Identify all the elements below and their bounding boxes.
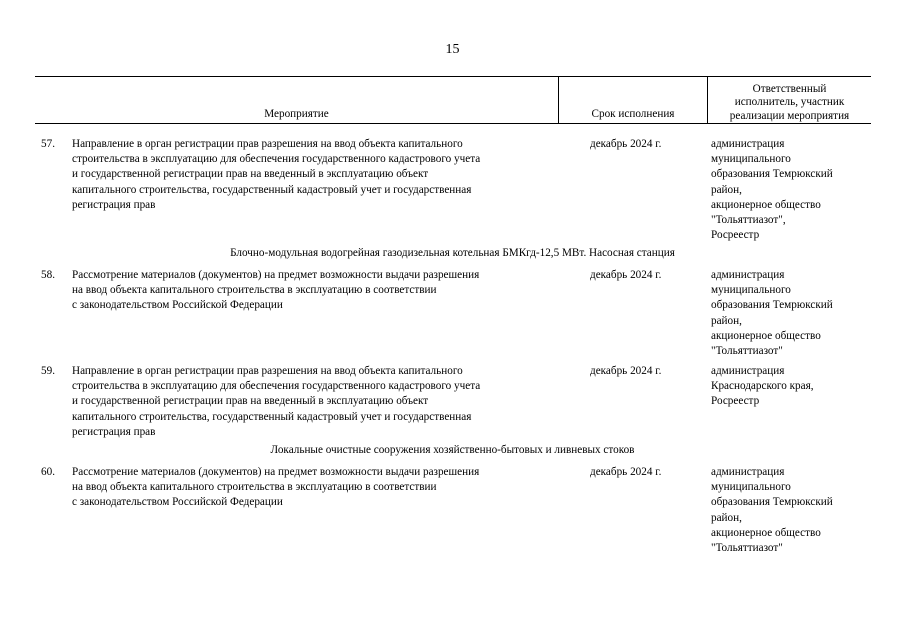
responsible-line: "Тольяттиазот" <box>711 345 783 358</box>
row-deadline: декабрь 2024 г. <box>590 138 662 150</box>
table-header <box>35 76 871 124</box>
event-line: Рассмотрение материалов (документов) на предмет возможности выдачи разрешения <box>72 466 480 478</box>
event-line: Направление в орган регистрации прав разрешения на ввод объекта капитального <box>72 365 463 377</box>
event-line: и государственной регистрации прав на введенный в эксплуатацию объект <box>72 168 429 181</box>
responsible-line: Росреестр <box>711 229 760 242</box>
row-number: 58. <box>41 269 55 281</box>
event-line: регистрация прав <box>72 425 156 438</box>
responsible-line: акционерное общество <box>711 329 821 342</box>
header-responsible-column <box>707 77 871 123</box>
header-deadline-column <box>558 77 707 123</box>
responsible-line: район, <box>711 183 742 196</box>
section-heading: Блочно-модульная водогрейная газодизельная котельная БМКгд-12,5 МВт. Насосная станция <box>230 247 675 259</box>
section-heading: Локальные очистные сооружения хозяйственно-бытовых и ливневых стоков <box>270 444 635 456</box>
responsible-line: Росреестр <box>711 395 760 408</box>
row-deadline: декабрь 2024 г. <box>590 365 662 377</box>
event-line: Направление в орган регистрации прав разрешения на ввод объекта капитального <box>72 138 463 150</box>
row-deadline: декабрь 2024 г. <box>590 269 662 281</box>
responsible-line: "Тольяттиазот" <box>711 542 783 555</box>
responsible-line: Краснодарского края, <box>711 380 814 393</box>
event-line: капитального строительства, государственный кадастровый учет и государственная <box>72 183 472 196</box>
responsible-line: администрация <box>711 365 785 377</box>
responsible-line: акционерное общество <box>711 198 821 211</box>
responsible-line: район, <box>711 511 742 524</box>
event-line: Рассмотрение материалов (документов) на предмет возможности выдачи разрешения <box>72 269 480 281</box>
event-line: на ввод объекта капитального строительства в эксплуатацию в соответствии <box>72 481 437 494</box>
responsible-line: администрация <box>711 269 785 281</box>
row-responsible <box>711 268 871 359</box>
responsible-line: образования Темрюкский <box>711 299 833 312</box>
header-responsible-line: реализации мероприятия <box>729 109 850 122</box>
header-event: Мероприятие <box>264 107 329 120</box>
responsible-line: образования Темрюкский <box>711 496 833 509</box>
row-number: 59. <box>41 365 55 377</box>
event-line: регистрация прав <box>72 198 156 211</box>
responsible-line: муниципального <box>711 481 791 494</box>
event-line: строительства в эксплуатацию для обеспечения государственного кадастрового учета <box>72 380 481 393</box>
responsible-line: "Тольяттиазот", <box>711 214 786 227</box>
event-line: строительства в эксплуатацию для обеспечения государственного кадастрового учета <box>72 153 481 166</box>
row-deadline: декабрь 2024 г. <box>590 466 662 478</box>
event-line: с законодательством Российской Федерации <box>72 496 283 509</box>
header-responsible <box>708 83 871 124</box>
row-number: 57. <box>41 138 55 150</box>
page-number: 15 <box>445 42 460 57</box>
row-responsible <box>711 465 871 556</box>
responsible-line: администрация <box>711 466 785 478</box>
row-event <box>72 364 562 440</box>
header-deadline: Срок исполнения <box>591 107 675 120</box>
responsible-line: администрация <box>711 138 785 150</box>
header-event-column <box>35 77 558 123</box>
responsible-line: муниципального <box>711 153 791 166</box>
event-line: на ввод объекта капитального строительства в эксплуатацию в соответствии <box>72 284 437 297</box>
responsible-line: акционерное общество <box>711 526 821 539</box>
event-line: и государственной регистрации прав на введенный в эксплуатацию объект <box>72 395 429 408</box>
responsible-line: район, <box>711 314 742 327</box>
row-responsible <box>711 364 871 410</box>
event-line: с законодательством Российской Федерации <box>72 299 283 312</box>
row-event <box>72 268 562 314</box>
header-responsible-line: Ответственный <box>752 82 827 95</box>
responsible-line: образования Темрюкский <box>711 168 833 181</box>
responsible-line: муниципального <box>711 284 791 297</box>
event-line: капитального строительства, государственный кадастровый учет и государственная <box>72 410 472 423</box>
header-responsible-line: исполнитель, участник <box>734 96 845 108</box>
row-number: 60. <box>41 466 55 478</box>
row-responsible <box>711 137 871 243</box>
row-event <box>72 137 562 213</box>
row-event <box>72 465 562 511</box>
